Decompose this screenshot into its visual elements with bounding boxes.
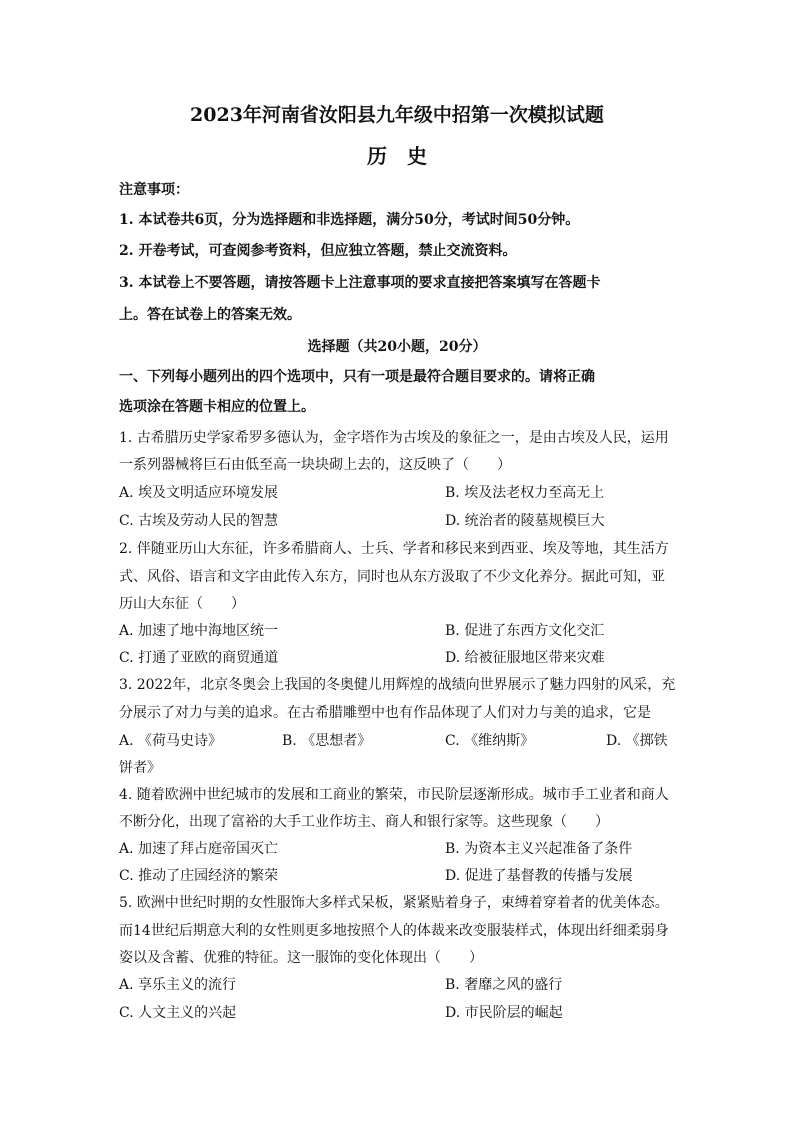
question-4-option-c: C. 推动了庄园经济的繁荣 xyxy=(119,868,279,884)
question-5-line-3: 姿以及含蓄、优雅的特征。这一服饰的变化体现出（ ） xyxy=(119,950,483,966)
notice-item-3-line-1: 3. 本试卷上不要答题，请按答题卡上注意事项的要求直接把答案填写在答题卡 xyxy=(119,275,601,291)
question-2-option-b: B. 促进了东西方文化交汇 xyxy=(445,623,605,639)
question-1-option-a: A. 埃及文明适应环境发展 xyxy=(119,485,279,501)
notice-heading: 注意事项： xyxy=(119,182,189,198)
question-1-option-d: D. 统治者的陵墓规模巨大 xyxy=(445,513,605,529)
exam-title: 2023年河南省汝阳县九年级中招第一次模拟试题 xyxy=(190,104,604,126)
question-3-line-1: 3. 2022年，北京冬奥会上我国的冬奥健儿用辉煌的战绩向世界展示了魅力四射的风采，充 xyxy=(119,677,676,693)
question-2-line-2: 式、风俗、语言和文字由此传入东方，同时也从东方汲取了不少文化养分。据此可知，亚 xyxy=(119,569,665,585)
question-5-option-d: D. 市民阶层的崛起 xyxy=(445,1005,563,1021)
question-2-line-3: 历山大东征（ ） xyxy=(119,596,245,612)
question-2-option-d: D. 给被征服地区带来灾难 xyxy=(445,650,605,666)
question-5-line-1: 5. 欧洲中世纪时期的女性服饰大多样式呆板，紧紧贴着身子，束缚着穿着者的优美体态。 xyxy=(119,895,669,911)
question-1-line-1: 1. 古希腊历史学家希罗多德认为，金字塔作为古埃及的象征之一，是由古埃及人民，运用 xyxy=(119,430,669,446)
section-instruction-line-1: 一、下列每小题列出的四个选项中，只有一项是最符合题目要求的。请将正确 xyxy=(119,369,595,385)
question-3-option-a: A. 《荷马史诗》 xyxy=(119,733,223,749)
question-3-option-b: B. 《思想者》 xyxy=(282,733,372,749)
question-4-line-1: 4. 随着欧洲中世纪城市的发展和工商业的繁荣，市民阶层逐渐形成。城市手工业者和商人 xyxy=(119,787,669,803)
subject-title: 历 史 xyxy=(367,144,427,168)
question-3-option-d: D. 《掷铁 xyxy=(606,733,668,749)
question-1-option-b: B. 埃及法老权力至高无上 xyxy=(445,485,605,501)
question-4-line-2: 不断分化，出现了富裕的大手工业作坊主、商人和银行家等。这些现象（ ） xyxy=(119,814,609,830)
question-5-option-a: A. 享乐主义的流行 xyxy=(119,977,237,993)
question-3-option-d-tail: 饼者》 xyxy=(119,760,161,776)
question-5-option-b: B. 奢靡之风的盛行 xyxy=(445,977,563,993)
question-3-line-2: 分展示了对力与美的追求。在古希腊雕塑中也有作品体现了人们对力与美的追求，它是 xyxy=(119,705,651,721)
notice-item-1: 1. 本试卷共6页，分为选择题和非选择题，满分50分，考试时间50分钟。 xyxy=(119,212,580,228)
question-2-option-c: C. 打通了亚欧的商贸通道 xyxy=(119,650,279,666)
question-2-line-1: 2. 伴随亚历山大东征，许多希腊商人、士兵、学者和移民来到西亚、埃及等地，其生活方 xyxy=(119,541,669,557)
question-3-option-c: C. 《维纳斯》 xyxy=(445,733,535,749)
question-5-line-2: 而14世纪后期意大利的女性则更多地按照个人的体裁来改变服装样式，体现出纤细柔弱身 xyxy=(119,923,669,939)
question-5-option-c: C. 人文主义的兴起 xyxy=(119,1005,237,1021)
notice-item-2: 2. 开卷考试，可查阅参考资料，但应独立答题，禁止交流资料。 xyxy=(119,243,517,259)
question-1-line-2: 一系列器械将巨石由低至高一块块砌上去的，这反映了（ ） xyxy=(119,457,511,473)
question-2-option-a: A. 加速了地中海地区统一 xyxy=(119,623,279,639)
question-4-option-b: B. 为资本主义兴起准备了条件 xyxy=(445,841,633,857)
notice-item-3-line-2: 上。答在试卷上的答案无效。 xyxy=(119,307,301,323)
section-instruction-line-2: 选项涂在答题卡相应的位置上。 xyxy=(119,399,315,415)
section-title: 选择题（共20小题，20分） xyxy=(307,339,487,355)
question-4-option-d: D. 促进了基督教的传播与发展 xyxy=(445,868,633,884)
question-4-option-a: A. 加速了拜占庭帝国灭亡 xyxy=(119,841,279,857)
question-1-option-c: C. 古埃及劳动人民的智慧 xyxy=(119,513,279,529)
